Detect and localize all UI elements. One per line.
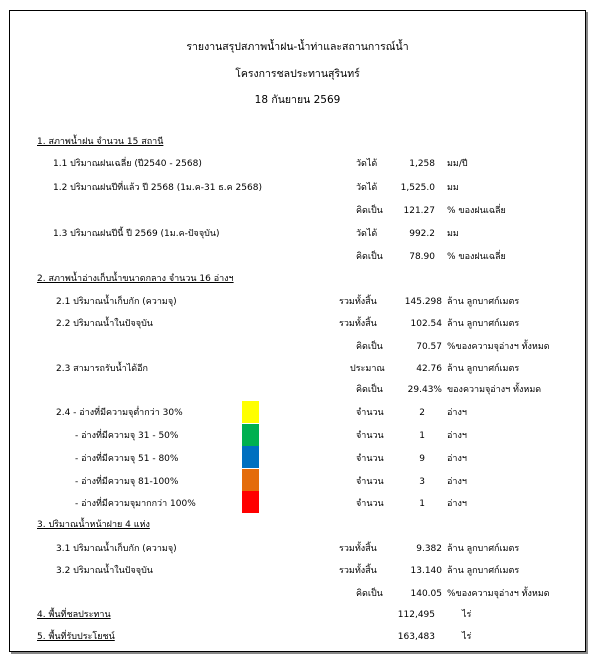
section-weir-heading: 3. ปริมาณน้ำหน้าฝาย 4 แห่ง (37, 520, 150, 530)
level-color-swatch (242, 469, 259, 491)
rain-lastyear-value: 1,525.0 (400, 183, 435, 193)
weir-current-label: 3.2 ปริมาณน้ำในปัจจุบัน (56, 566, 153, 576)
level-row-kw: จำนวน (356, 477, 384, 487)
weir-current-pct-value: 140.05 (410, 589, 442, 599)
rain-avg-value: 1,258 (409, 159, 435, 169)
section-irrigated-area-heading: 4. พื้นที่ชลประทาน (37, 610, 111, 620)
rain-thisyear-label: 1.3 ปริมาณฝนปีนี้ ปี 2569 (1ม.ค-ปัจจุบัน) (53, 229, 220, 239)
level-row-unit: อ่างฯ (447, 431, 467, 441)
level-row-unit: อ่างฯ (447, 477, 467, 487)
level-row-label: - อ่างที่มีความจุ 51 - 80% (75, 454, 179, 464)
project-name: โครงการชลประทานสุรินทร์ (235, 68, 360, 80)
rain-thisyear-pct-unit: % ของฝนเฉลี่ย (447, 252, 506, 262)
level-row-label: - อ่างที่มีความจุ 31 - 50% (75, 431, 179, 441)
rain-lastyear-unit: มม (447, 183, 459, 193)
rain-lastyear-pct-value: 121.27 (403, 206, 435, 216)
report-title: รายงานสรุปสภาพน้ำฝน-น้ำท่าและสถานการณ์น้ำ (186, 41, 409, 53)
rain-thisyear-unit: มม (447, 229, 459, 239)
reservoir-capacity-label: 2.1 ปริมาณน้ำเก็บกัก (ความจุ) (56, 297, 177, 307)
report-date: 18 กันยายน 2569 (254, 94, 341, 106)
rain-lastyear-label: 1.2 ปริมาณฝนปีที่แล้ว ปี 2568 (1ม.ค-31 ธ.ค 2568) (53, 183, 262, 193)
reservoir-available-value: 42.76 (416, 364, 442, 374)
level-row-kw: จำนวน (356, 431, 384, 441)
level-row-kw: จำนวน (356, 499, 384, 509)
irrigated-area-unit: ไร่ (462, 610, 472, 620)
reservoir-current-label: 2.2 ปริมาณน้ำในปัจจุบัน (56, 319, 153, 329)
level-row-value: 2 (419, 408, 425, 418)
rain-thisyear-value: 992.2 (409, 229, 435, 239)
rain-lastyear-pct-kw: คิดเป็น (356, 206, 383, 216)
level-row-label: - อ่างที่มีความจุ 81-100% (75, 477, 179, 487)
irrigated-area-value: 112,495 (397, 610, 435, 620)
rain-avg-kw: วัดได้ (356, 159, 378, 169)
section-benefit-area-heading: 5. พื้นที่รับประโยชน์ (37, 632, 115, 642)
weir-current-unit: ล้าน ลูกบาศก์เมตร (447, 566, 520, 576)
reservoir-capacity-value: 145.298 (404, 297, 442, 307)
level-row-unit: อ่างฯ (447, 408, 467, 418)
level-color-swatch (242, 424, 259, 446)
reservoir-current-pct-unit: %ของความจุอ่างฯ ทั้งหมด (447, 342, 550, 352)
level-row-value: 1 (419, 431, 425, 441)
weir-current-pct-kw: คิดเป็น (356, 589, 383, 599)
reservoir-available-pct-value: 29.43% (407, 385, 442, 395)
rain-thisyear-pct-value: 78.90 (409, 252, 435, 262)
section-rainfall-heading: 1. สภาพน้ำฝน จำนวน 15 สถานี (37, 137, 164, 147)
weir-current-value: 13.140 (410, 566, 442, 576)
level-row-label: - อ่างที่มีความจุมากกว่า 100% (75, 499, 196, 509)
reservoir-capacity-unit: ล้าน ลูกบาศก์เมตร (447, 297, 520, 307)
level-row-unit: อ่างฯ (447, 499, 467, 509)
weir-capacity-label: 3.1 ปริมาณน้ำเก็บกัก (ความจุ) (56, 544, 177, 554)
level-row-value: 1 (419, 499, 425, 509)
weir-capacity-unit: ล้าน ลูกบาศก์เมตร (447, 544, 520, 554)
reservoir-available-pct-unit: ของความจุอ่างฯ ทั้งหมด (447, 385, 542, 395)
reservoir-available-kw: ประมาณ (350, 364, 385, 374)
reservoir-current-kw: รวมทั้งสิ้น (339, 319, 377, 329)
benefit-area-unit: ไร่ (462, 632, 472, 642)
reservoir-available-label: 2.3 สามารถรับน้ำได้อีก (56, 364, 148, 374)
rain-avg-label: 1.1 ปริมาณฝนเฉลี่ย (ปี2540 - 2568) (53, 159, 202, 169)
weir-current-kw: รวมทั้งสิ้น (339, 566, 377, 576)
level-row-kw: จำนวน (356, 454, 384, 464)
reservoir-available-unit: ล้าน ลูกบาศก์เมตร (447, 364, 520, 374)
weir-capacity-kw: รวมทั้งสิ้น (339, 544, 377, 554)
rain-thisyear-kw: วัดได้ (356, 229, 378, 239)
level-row-label: 2.4 - อ่างที่มีความจุต่ำกว่า 30% (56, 408, 183, 418)
level-row-value: 3 (419, 477, 425, 487)
level-color-swatch (242, 491, 259, 513)
benefit-area-value: 163,483 (397, 632, 435, 642)
level-row-kw: จำนวน (356, 408, 384, 418)
reservoir-capacity-kw: รวมทั้งสิ้น (339, 297, 377, 307)
reservoir-current-unit: ล้าน ลูกบาศก์เมตร (447, 319, 520, 329)
level-row-unit: อ่างฯ (447, 454, 467, 464)
rain-thisyear-pct-kw: คิดเป็น (356, 252, 383, 262)
level-row-value: 9 (419, 454, 425, 464)
level-color-swatch (242, 401, 259, 423)
reservoir-current-value: 102.54 (410, 319, 442, 329)
rain-lastyear-kw: วัดได้ (356, 183, 378, 193)
weir-capacity-value: 9.382 (416, 544, 442, 554)
rain-avg-unit: มม/ปี (447, 159, 468, 169)
section-reservoir-heading: 2. สภาพน้ำอ่างเก็บน้ำขนาดกลาง จำนวน 16 อ่างฯ (37, 274, 234, 284)
reservoir-available-pct-kw: คิดเป็น (356, 385, 383, 395)
reservoir-current-pct-kw: คิดเป็น (356, 342, 383, 352)
weir-current-pct-unit: %ของความจุอ่างฯ ทั้งหมด (447, 589, 550, 599)
rain-lastyear-pct-unit: % ของฝนเฉลี่ย (447, 206, 506, 216)
level-color-swatch (242, 446, 259, 468)
reservoir-current-pct-value: 70.57 (416, 342, 442, 352)
